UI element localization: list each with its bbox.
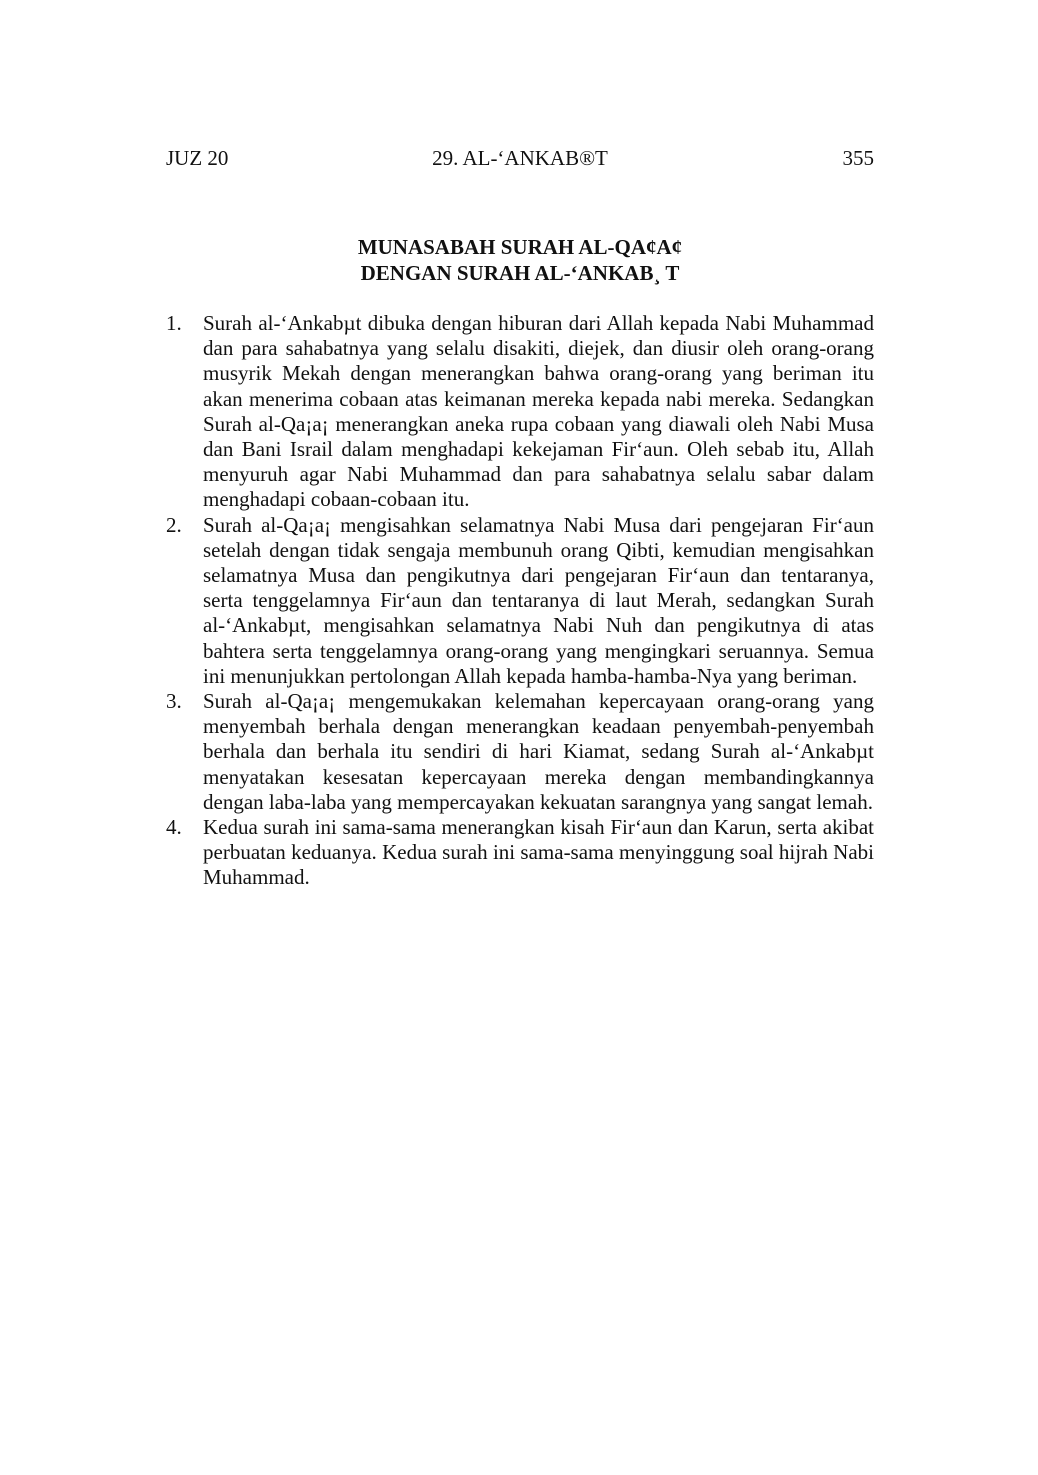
list-item-text: Surah al-Qa¡a¡ mengemukakan kelemahan kepercayaan orang-orang yang menyembah berhala dengan menerangkan keadaan penyembah-penyembah berhala dan berhala itu sendiri di hari Kiamat, sedang Surah al-‘Ankabµt menyatakan kesesatan kepercayaan mereka dengan membandingkannya dengan laba-laba yang mempercayakan kekuatan sarangnya yang sangat lemah.: [203, 689, 874, 814]
list-item-number: 3.: [166, 689, 182, 714]
list-item-text: Surah al-Qa¡a¡ mengisahkan selamatnya Nabi Musa dari pengejaran Fir‘aun setelah dengan tidak sengaja membunuh orang Qibti, kemudian mengisahkan selamatnya Musa dan pengikutnya dari pengejaran Fir‘aun dan tentaranya, serta tenggelamnya Fir‘aun dan tentaranya di laut Merah, sedangkan Surah al-‘Ankabµt, mengisahkan selamatnya Nabi Nuh dan pengikutnya di atas bahtera serta tenggelamnya orang-orang yang mengingkari seruannya. Semua ini menunjukkan pertolongan Allah kepada hamba-hamba-Nya yang beriman.: [203, 512, 874, 688]
section-title-line-1: MUNASABAH SURAH AL-QA¢A¢: [357, 235, 683, 259]
list-item: [166, 513, 874, 689]
list-item: [166, 311, 874, 513]
section-title: [166, 234, 874, 286]
juz-label: JUZ 20: [166, 146, 229, 170]
page-number: 355: [842, 146, 874, 170]
list-item: [166, 815, 874, 891]
list-item: [166, 689, 874, 815]
list-item-number: 4.: [166, 815, 182, 840]
munasabah-list: [166, 311, 874, 891]
running-header: [166, 144, 874, 172]
list-item-number: 1.: [166, 311, 182, 335]
surah-label: 29. AL-‘ANKAB®T: [432, 146, 608, 170]
list-item-text: Kedua surah ini sama-sama menerangkan kisah Fir‘aun dan Karun, serta akibat perbuatan keduanya. Kedua surah ini sama-sama menyinggung soal hijrah Nabi Muhammad.: [203, 815, 874, 890]
list-item-number: 2.: [166, 512, 182, 537]
section-title-line-2: DENGAN SURAH AL-‘ANKAB¸ T: [360, 261, 680, 285]
list-item-text: Surah al-‘Ankabµt dibuka dengan hiburan dari Allah kepada Nabi Muhammad dan para sahabatnya yang selalu disakiti, diejek, dan diusir oleh orang-orang musyrik Mekah dengan menerangkan bahwa orang-orang yang beriman itu akan menerima cobaan atas keimanan mereka kepada nabi mereka. Sedangkan Surah al-Qa¡a¡ menerangkan aneka rupa cobaan yang diawali oleh Nabi Musa dan Bani Israil dalam menghadapi kekejaman Fir‘aun. Oleh sebab itu, Allah menyuruh agar Nabi Muhammad dan para sahabatnya selalu sabar dalam menghadapi cobaan-cobaan itu.: [203, 311, 874, 512]
